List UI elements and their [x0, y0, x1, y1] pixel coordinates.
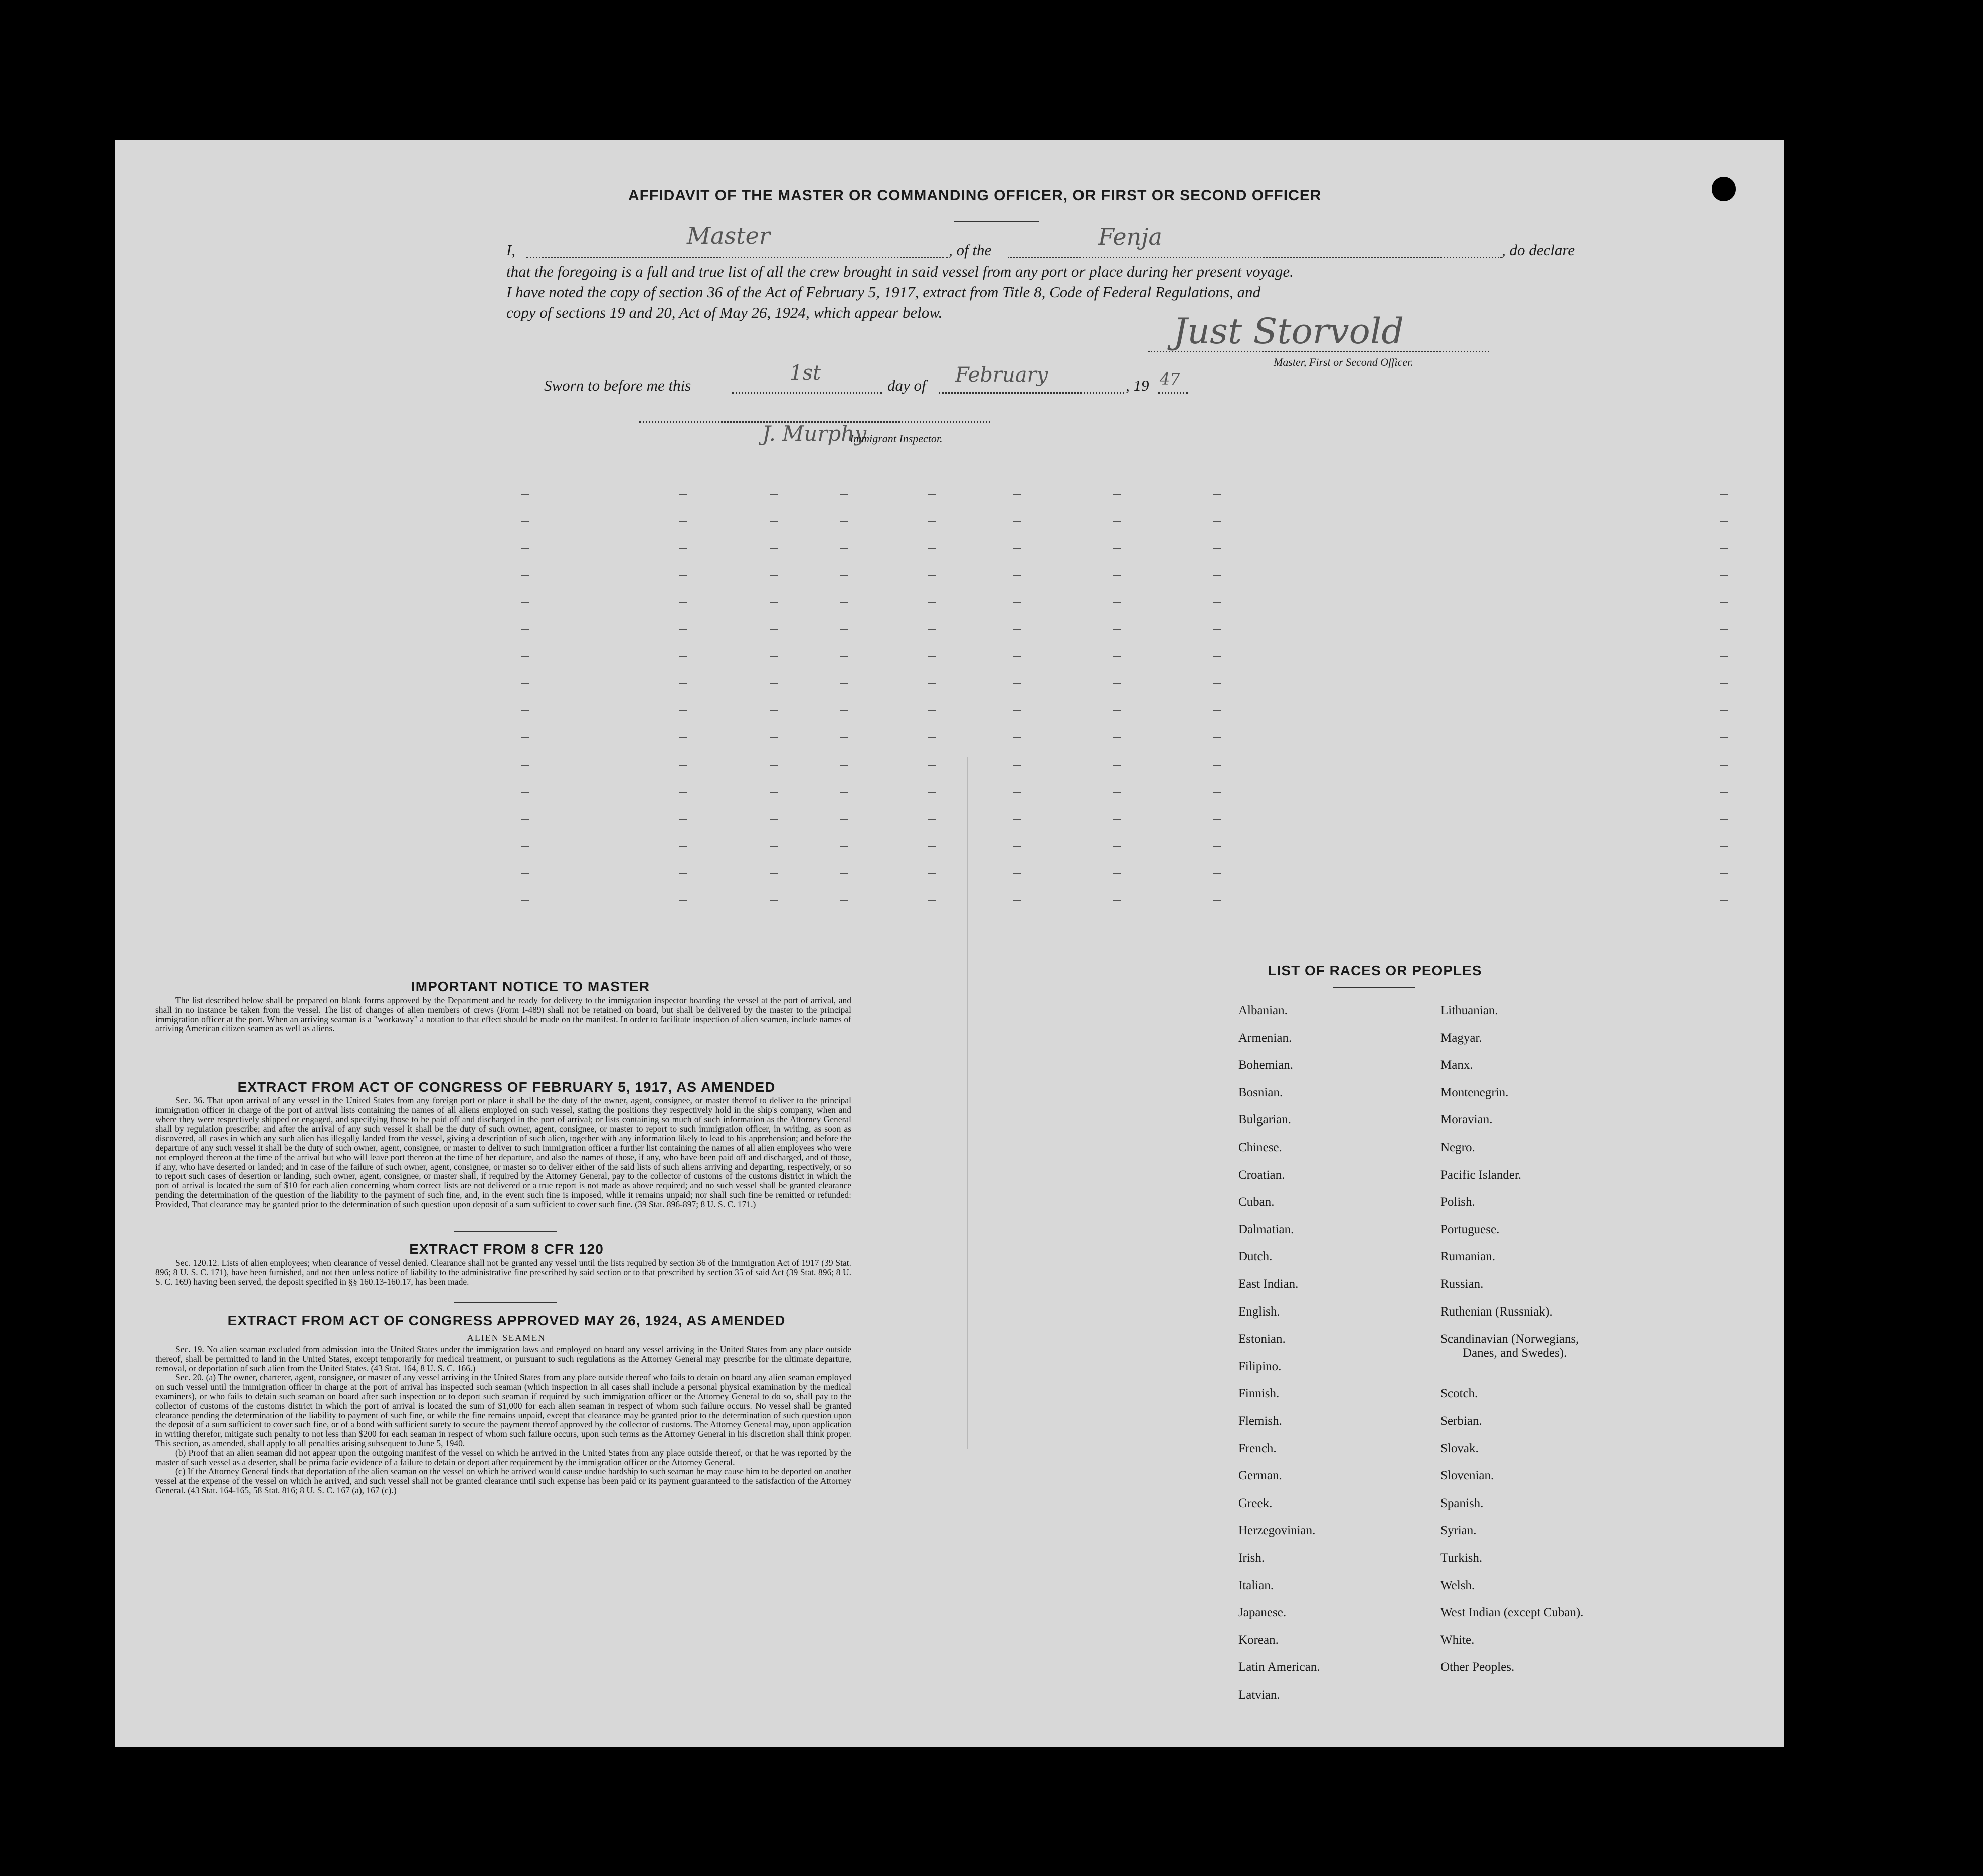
section-20a-paragraph: Sec. 20. (a) The owner, charterer, agent, consignee, or master of any vessel arriving in the United States from any place outside thereof who fails to detain on board any alien seaman employed on such vessel until the immigration officer in charge at the port of arrival has inspected such seaman (which inspection in all cases shall include a personal physical examination by the medical examiners), or who fails to detain such seaman on board after such inspection or to deport such seaman if required by such immigration officer or the Attorney General to do so, shall pay to the collector of customs of the customs district in which the port of arrival is located the sum of $1,000 for each alien seaman in respect of whom such failure occurs. No vessel shall be granted clearance pending the determination of the liability to payment of such fine, or while the fine remains unpaid, except that clearance may be granted prior to the determination of such question upon the deposit of a sum sufficient to cover such fine, or of a bond with sufficient surety to secure the payment thereof approved by the collector of customs. The Attorney General may, upon application in writing therefor, mitigate such penalty to not less than $200 for each seaman in respect of whom such failure occurs, upon such terms as the Attorney General in his discretion shall think proper. This section, as amended, shall apply to all penalties arising subsequent to June 5, 1940. — [155, 1372, 851, 1448]
grid-tick — [840, 683, 848, 684]
grid-tick — [840, 548, 848, 549]
grid-tick — [521, 656, 529, 657]
handwritten-vessel: Fenja — [1098, 223, 1162, 250]
grid-tick — [1113, 792, 1121, 793]
binder-hole — [1712, 177, 1736, 201]
binder-hole — [1809, 1528, 1833, 1552]
grid-tick — [679, 656, 687, 657]
grid-tick — [521, 494, 529, 495]
grid-tick — [1013, 737, 1021, 738]
grid-tick — [521, 792, 529, 793]
grid-tick — [928, 873, 936, 874]
declaration-line-3: I have noted the copy of section 36 of the Act of February 5, 1917, extract from Title 8, Code of Federal Regulations, and — [506, 283, 1261, 301]
master-signature-caption: Master, First or Second Officer. — [1274, 356, 1413, 368]
grid-tick — [1113, 602, 1121, 603]
race-item: Turkish. — [1440, 1551, 1483, 1565]
race-item: Lithuanian. — [1440, 1004, 1498, 1017]
grid-tick — [1113, 873, 1121, 874]
grid-tick — [840, 846, 848, 847]
grid-tick — [1720, 710, 1728, 711]
grid-tick — [679, 819, 687, 820]
grid-tick — [770, 494, 778, 495]
grid-tick — [1720, 656, 1728, 657]
race-item: Russian. — [1440, 1277, 1484, 1291]
grid-tick — [521, 710, 529, 711]
grid-tick — [840, 792, 848, 793]
grid-tick — [1213, 900, 1221, 901]
race-item: Flemish. — [1238, 1414, 1282, 1428]
grid-tick — [928, 792, 936, 793]
grid-tick — [521, 873, 529, 874]
grid-tick — [770, 683, 778, 684]
section-20c-paragraph: (c) If the Attorney General finds that deportation of the alien seaman on the vessel on which he arrived would cause undue hardship to such seaman he may cause him to be deported on another vessel at the expense of the vessel on which he arrived, and such vessel shall not be granted clearance until such expense has been paid or its payment guaranteed to the satisfaction of the Attorney General. (43 Stat. 164-165, 58 Stat. 816; 8 U. S. C. 167 (a), 167 (c).) — [155, 1466, 851, 1495]
grid-tick — [1213, 765, 1221, 766]
binder-hole — [1814, 354, 1838, 378]
grid-tick — [1113, 629, 1121, 630]
race-item: Italian. — [1238, 1579, 1274, 1592]
grid-tick — [1720, 900, 1728, 901]
race-item: Polish. — [1440, 1195, 1475, 1209]
grid-tick — [1013, 494, 1021, 495]
grid-tick — [928, 575, 936, 576]
grid-tick — [1013, 765, 1021, 766]
extract-cfr-title: EXTRACT FROM 8 CFR 120 — [409, 1241, 604, 1257]
grid-tick — [770, 900, 778, 901]
race-item: Bohemian. — [1238, 1058, 1294, 1072]
divider — [454, 1231, 557, 1232]
race-item: Magyar. — [1440, 1031, 1482, 1045]
grid-tick — [1213, 602, 1221, 603]
race-item: Bosnian. — [1238, 1086, 1283, 1099]
grid-tick — [1013, 656, 1021, 657]
grid-tick — [1213, 792, 1221, 793]
race-item: Croatian. — [1238, 1168, 1285, 1182]
grid-tick — [521, 683, 529, 684]
race-item: Cuban. — [1238, 1195, 1275, 1209]
grid-tick — [679, 792, 687, 793]
grid-tick — [770, 710, 778, 711]
grid-tick — [770, 765, 778, 766]
notice-text: The list described below shall be prepared on blank forms approved by the Department and be ready for delivery to the immigration inspector boarding the vessel at the port of arrival, and shall in no instance be taken from the vessel. The list of changes of alien members of crews (Form I-489) shall not be retained on board, but shall be delivered by the master to the principal immigration officer at the port. When an arriving seaman is a "workaway" a notation to that effect should be made on the manifest. In order to facilitate inspection of alien seamen, include names of arriving American citizen seamen as well as aliens. — [155, 995, 851, 1034]
grid-tick — [1720, 765, 1728, 766]
grid-tick — [928, 710, 936, 711]
grid-tick — [679, 737, 687, 738]
grid-tick — [928, 548, 936, 549]
grid-tick — [521, 737, 529, 738]
race-item: French. — [1238, 1442, 1277, 1455]
grid-tick — [770, 873, 778, 874]
grid-tick — [770, 792, 778, 793]
grid-tick — [1113, 765, 1121, 766]
binder-hole — [1809, 1448, 1833, 1472]
grid-tick — [1213, 710, 1221, 711]
grid-tick — [679, 900, 687, 901]
grid-tick — [1113, 494, 1121, 495]
grid-tick — [1013, 575, 1021, 576]
race-item: Slovenian. — [1440, 1469, 1494, 1482]
race-item: Bulgarian. — [1238, 1113, 1291, 1127]
master-signature: Just Storvold — [1173, 311, 1404, 352]
grid-tick — [1720, 873, 1728, 874]
binder-hole — [1810, 1212, 1834, 1236]
grid-tick — [928, 683, 936, 684]
grid-tick — [770, 737, 778, 738]
extract-1924-text — [155, 1345, 851, 1495]
grid-tick — [1113, 548, 1121, 549]
declaration-line-4: copy of sections 19 and 20, Act of May 26, 1924, which appear below. — [506, 304, 943, 321]
grid-tick — [928, 656, 936, 657]
inspector-signature: J. Murphy — [762, 421, 867, 446]
grid-tick — [928, 494, 936, 495]
grid-tick — [679, 521, 687, 522]
race-item: Negro. — [1440, 1141, 1475, 1154]
grid-tick — [679, 629, 687, 630]
grid-tick — [928, 900, 936, 901]
grid-tick — [1013, 792, 1021, 793]
race-item: Chinese. — [1238, 1141, 1282, 1154]
grid-tick — [1113, 900, 1121, 901]
grid-tick — [1213, 575, 1221, 576]
grid-tick — [1013, 710, 1021, 711]
grid-tick — [770, 602, 778, 603]
extract-1917-text: Sec. 36. That upon arrival of any vessel in the United States from any foreign port or place it shall be the duty of the owner, agent, consignee, or master thereof to deliver to the principal immigration officer in charge of the port of arrival lists containing the names of all aliens employed on such vessel, stating the positions they respectively hold in the ship's company, when and where they were respectively shipped or engaged, and specifying those to be paid off and discharged in the port of arrival; or lists containing so much of such information as the Attorney General shall by regulation prescribe; and after the arrival of any such vessel it shall be the duty of such owner, agent, consignee, or master to report to such immigration officer, in writing, as soon as discovered, all cases in which any such alien has illegally landed from the vessel, giving a description of such alien, together with any information likely to lead to his apprehension; and before the departure of any such vessel it shall be the duty of such owner, agent, consignee, or master to deliver to such immigration officer a further list containing the names of all alien employees who were not employed thereon at the time of the arrival but who will leave port thereon at the time of her departure, and also the names of those, if any, who have been paid off and discharged, and of those, if any, who have deserted or landed; and in case of the failure of such owner, agent, consignee, or master so to deliver either of the said lists of such aliens arriving and departing, respectively, or so to report such cases of desertion or landing, such owner, agent, consignee, or master shall, if required by the Attorney General, pay to the collector of customs of the customs district in which the port of arrival is located the sum of $10 for each alien concerning whom correct lists are not delivered or a true report is not made as above required; and no such vessel shall be granted clearance pending the determination of the question of the liability to the payment of such fine, and, in the event such fine is imposed, while it remains unpaid; nor shall such fine be remitted or refunded: Provided, That clearance may be granted prior to the determination of such question upon deposit of a sum sufficient to cover such fine. (39 Stat. 896-897; 8 U. S. C. 171.) — [155, 1095, 851, 1209]
grid-tick — [770, 629, 778, 630]
grid-tick — [1113, 656, 1121, 657]
sworn-line: Sworn to before me this 1st day of February , 19 47 — [544, 375, 1396, 400]
race-item: Portuguese. — [1440, 1223, 1500, 1236]
grid-tick — [1213, 819, 1221, 820]
section-20b-paragraph: (b) Proof that an alien seaman did not appear upon the outgoing manifest of the vessel on which he arrived in the United States from any place outside thereof, or that he was reported by the master of such vessel as a deserter, shall be prima facie evidence of a failure to detain or deport after requirement by the immigration officer or the Attorney General. — [155, 1447, 851, 1467]
grid-tick — [1013, 602, 1021, 603]
grid-tick — [679, 602, 687, 603]
race-item: Rumanian. — [1440, 1250, 1496, 1263]
grid-tick — [1720, 548, 1728, 549]
extract-1924-subtitle: ALIEN SEAMEN — [467, 1333, 546, 1343]
grid-tick — [1720, 737, 1728, 738]
race-item: Scotch. — [1440, 1387, 1478, 1400]
grid-tick — [1213, 846, 1221, 847]
race-item: Welsh. — [1440, 1579, 1475, 1592]
race-item: Latvian. — [1238, 1688, 1280, 1702]
race-item: Irish. — [1238, 1551, 1265, 1565]
race-item: Serbian. — [1440, 1414, 1482, 1428]
grid-tick — [928, 737, 936, 738]
grid-tick — [840, 765, 848, 766]
grid-tick — [1720, 629, 1728, 630]
grid-tick — [679, 710, 687, 711]
grid-tick — [928, 765, 936, 766]
grid-tick — [1720, 792, 1728, 793]
grid-tick — [521, 819, 529, 820]
grid-tick — [840, 602, 848, 603]
grid-tick — [840, 629, 848, 630]
race-item: Ruthenian (Russniak). — [1440, 1305, 1553, 1319]
grid-tick — [770, 819, 778, 820]
grid-tick — [840, 575, 848, 576]
declaration-line-1: I, Master , of the Fenja , do declare — [506, 222, 1575, 259]
grid-tick — [1720, 602, 1728, 603]
race-item: Herzegovinian. — [1238, 1524, 1316, 1537]
divider — [454, 1302, 557, 1303]
grid-tick — [1113, 683, 1121, 684]
race-item: Other Peoples. — [1440, 1660, 1515, 1674]
grid-tick — [840, 710, 848, 711]
grid-tick — [1213, 737, 1221, 738]
grid-tick — [521, 629, 529, 630]
grid-tick — [521, 846, 529, 847]
race-item: German. — [1238, 1469, 1282, 1482]
grid-tick — [521, 521, 529, 522]
race-item: Japanese. — [1238, 1606, 1287, 1619]
grid-tick — [1113, 710, 1121, 711]
grid-tick — [521, 900, 529, 901]
grid-tick — [1113, 575, 1121, 576]
divider — [1333, 987, 1415, 988]
race-item: Scandinavian (Norwegians, — [1440, 1332, 1579, 1346]
grid-tick — [1720, 494, 1728, 495]
grid-tick — [770, 656, 778, 657]
race-item: Moravian. — [1440, 1113, 1493, 1127]
race-item: Dalmatian. — [1238, 1223, 1294, 1236]
grid-tick — [840, 737, 848, 738]
grid-tick — [1213, 656, 1221, 657]
race-item: Danes, and Swedes). — [1463, 1346, 1567, 1360]
grid-tick — [840, 494, 848, 495]
section-19-paragraph: Sec. 19. No alien seaman excluded from admission into the United States under the immigration laws and employed on board any vessel arriving in the United States from any place outside thereof, shall be permitted to land in the United States, except temporarily for medical treatment, or pursuant to such regulations as the Attorney General may prescribe for the ultimate departure, removal, or deportation of such alien from the United States. (43 Stat. 164, 8 U. S. C. 166.) — [155, 1344, 851, 1373]
handwritten-month: February — [955, 363, 1048, 387]
declaration-line-2: that the foregoing is a full and true list of all the crew brought in said vessel from any port or place during her present voyage. — [506, 263, 1294, 280]
grid-tick — [770, 575, 778, 576]
grid-tick — [1113, 521, 1121, 522]
binder-hole — [1814, 595, 1838, 619]
grid-tick — [679, 575, 687, 576]
grid-tick — [679, 494, 687, 495]
race-item: Montenegrin. — [1440, 1086, 1509, 1099]
race-item: Armenian. — [1238, 1031, 1292, 1045]
grid-tick — [1213, 629, 1221, 630]
grid-tick — [1013, 846, 1021, 847]
divider — [967, 757, 968, 1449]
grid-tick — [679, 548, 687, 549]
handwritten-year: 47 — [1160, 369, 1180, 389]
race-item: Dutch. — [1238, 1250, 1273, 1263]
grid-tick — [1720, 846, 1728, 847]
grid-tick — [1013, 629, 1021, 630]
race-item: Spanish. — [1440, 1496, 1484, 1510]
extract-cfr-text: Sec. 120.12. Lists of alien employees; when clearance of vessel denied. Clearance shall not be granted any vessel until the lists required by section 36 of the Immigration Act of 1917 (39 Stat. 896; 8 U. S. C. 171), have been furnished, and not then unless notice of liability to the administrative fine prescribed by said section or to that prescribed by section 35 of said Act (39 Stat. 896; 8 U. S. C. 169) having been served, the deposit specified in §§ 160.13-160.17, has been made. — [155, 1258, 851, 1287]
grid-tick — [928, 846, 936, 847]
grid-tick — [1013, 548, 1021, 549]
grid-tick — [1013, 900, 1021, 901]
grid-tick — [1013, 521, 1021, 522]
binder-hole — [1814, 678, 1838, 702]
grid-tick — [679, 683, 687, 684]
grid-tick — [679, 873, 687, 874]
grid-tick — [928, 629, 936, 630]
binder-hole — [1815, 174, 1839, 199]
grid-tick — [840, 873, 848, 874]
grid-tick — [521, 548, 529, 549]
grid-tick — [1720, 575, 1728, 576]
race-item: Korean. — [1238, 1633, 1279, 1647]
grid-tick — [1013, 873, 1021, 874]
grid-tick — [770, 548, 778, 549]
divider — [954, 221, 1039, 222]
grid-tick — [840, 819, 848, 820]
grid-tick — [1213, 521, 1221, 522]
grid-tick — [1213, 548, 1221, 549]
extract-1917-title: EXTRACT FROM ACT OF CONGRESS OF FEBRUARY 5, 1917, AS AMENDED — [237, 1079, 776, 1095]
race-item: Pacific Islander. — [1440, 1168, 1522, 1182]
grid-tick — [840, 900, 848, 901]
notice-title: IMPORTANT NOTICE TO MASTER — [411, 979, 650, 994]
grid-tick — [840, 521, 848, 522]
race-item: Syrian. — [1440, 1524, 1477, 1537]
inspector-caption: Immigrant Inspector. — [850, 432, 943, 445]
handwritten-rank: Master — [687, 222, 770, 249]
grid-tick — [770, 846, 778, 847]
document-page — [115, 140, 1784, 1747]
grid-tick — [928, 602, 936, 603]
grid-tick — [770, 521, 778, 522]
race-item: Greek. — [1238, 1496, 1273, 1510]
binder-hole — [1814, 274, 1838, 298]
race-item: East Indian. — [1238, 1277, 1299, 1291]
extract-1924-title: EXTRACT FROM ACT OF CONGRESS APPROVED MAY 26, 1924, AS AMENDED — [227, 1312, 786, 1328]
race-item: Manx. — [1440, 1058, 1473, 1072]
race-item: Albanian. — [1238, 1004, 1288, 1017]
grid-tick — [928, 521, 936, 522]
grid-tick — [1720, 683, 1728, 684]
grid-tick — [1213, 683, 1221, 684]
grid-tick — [1113, 737, 1121, 738]
grid-tick — [1013, 819, 1021, 820]
grid-tick — [928, 819, 936, 820]
grid-tick — [521, 575, 529, 576]
race-item: English. — [1238, 1305, 1280, 1319]
grid-tick — [679, 765, 687, 766]
grid-tick — [1213, 873, 1221, 874]
race-item: Slovak. — [1440, 1442, 1479, 1455]
handwritten-day: 1st — [790, 361, 821, 385]
grid-tick — [521, 765, 529, 766]
grid-tick — [521, 602, 529, 603]
grid-tick — [1720, 819, 1728, 820]
grid-tick — [679, 846, 687, 847]
grid-tick — [1113, 819, 1121, 820]
race-item: Finnish. — [1238, 1387, 1280, 1400]
affidavit-title: AFFIDAVIT OF THE MASTER OR COMMANDING OFFICER, OR FIRST OR SECOND OFFICER — [628, 187, 1322, 204]
races-title: LIST OF RACES OR PEOPLES — [1268, 963, 1482, 978]
race-item: Estonian. — [1238, 1332, 1286, 1346]
race-item: West Indian (except Cuban). — [1440, 1606, 1584, 1619]
grid-tick — [1720, 521, 1728, 522]
grid-tick — [1113, 846, 1121, 847]
race-item: Latin American. — [1238, 1660, 1320, 1674]
race-item: White. — [1440, 1633, 1475, 1647]
grid-tick — [840, 656, 848, 657]
grid-tick — [1213, 494, 1221, 495]
binder-hole — [1810, 1132, 1834, 1156]
grid-tick — [1013, 683, 1021, 684]
race-item: Filipino. — [1238, 1360, 1282, 1373]
